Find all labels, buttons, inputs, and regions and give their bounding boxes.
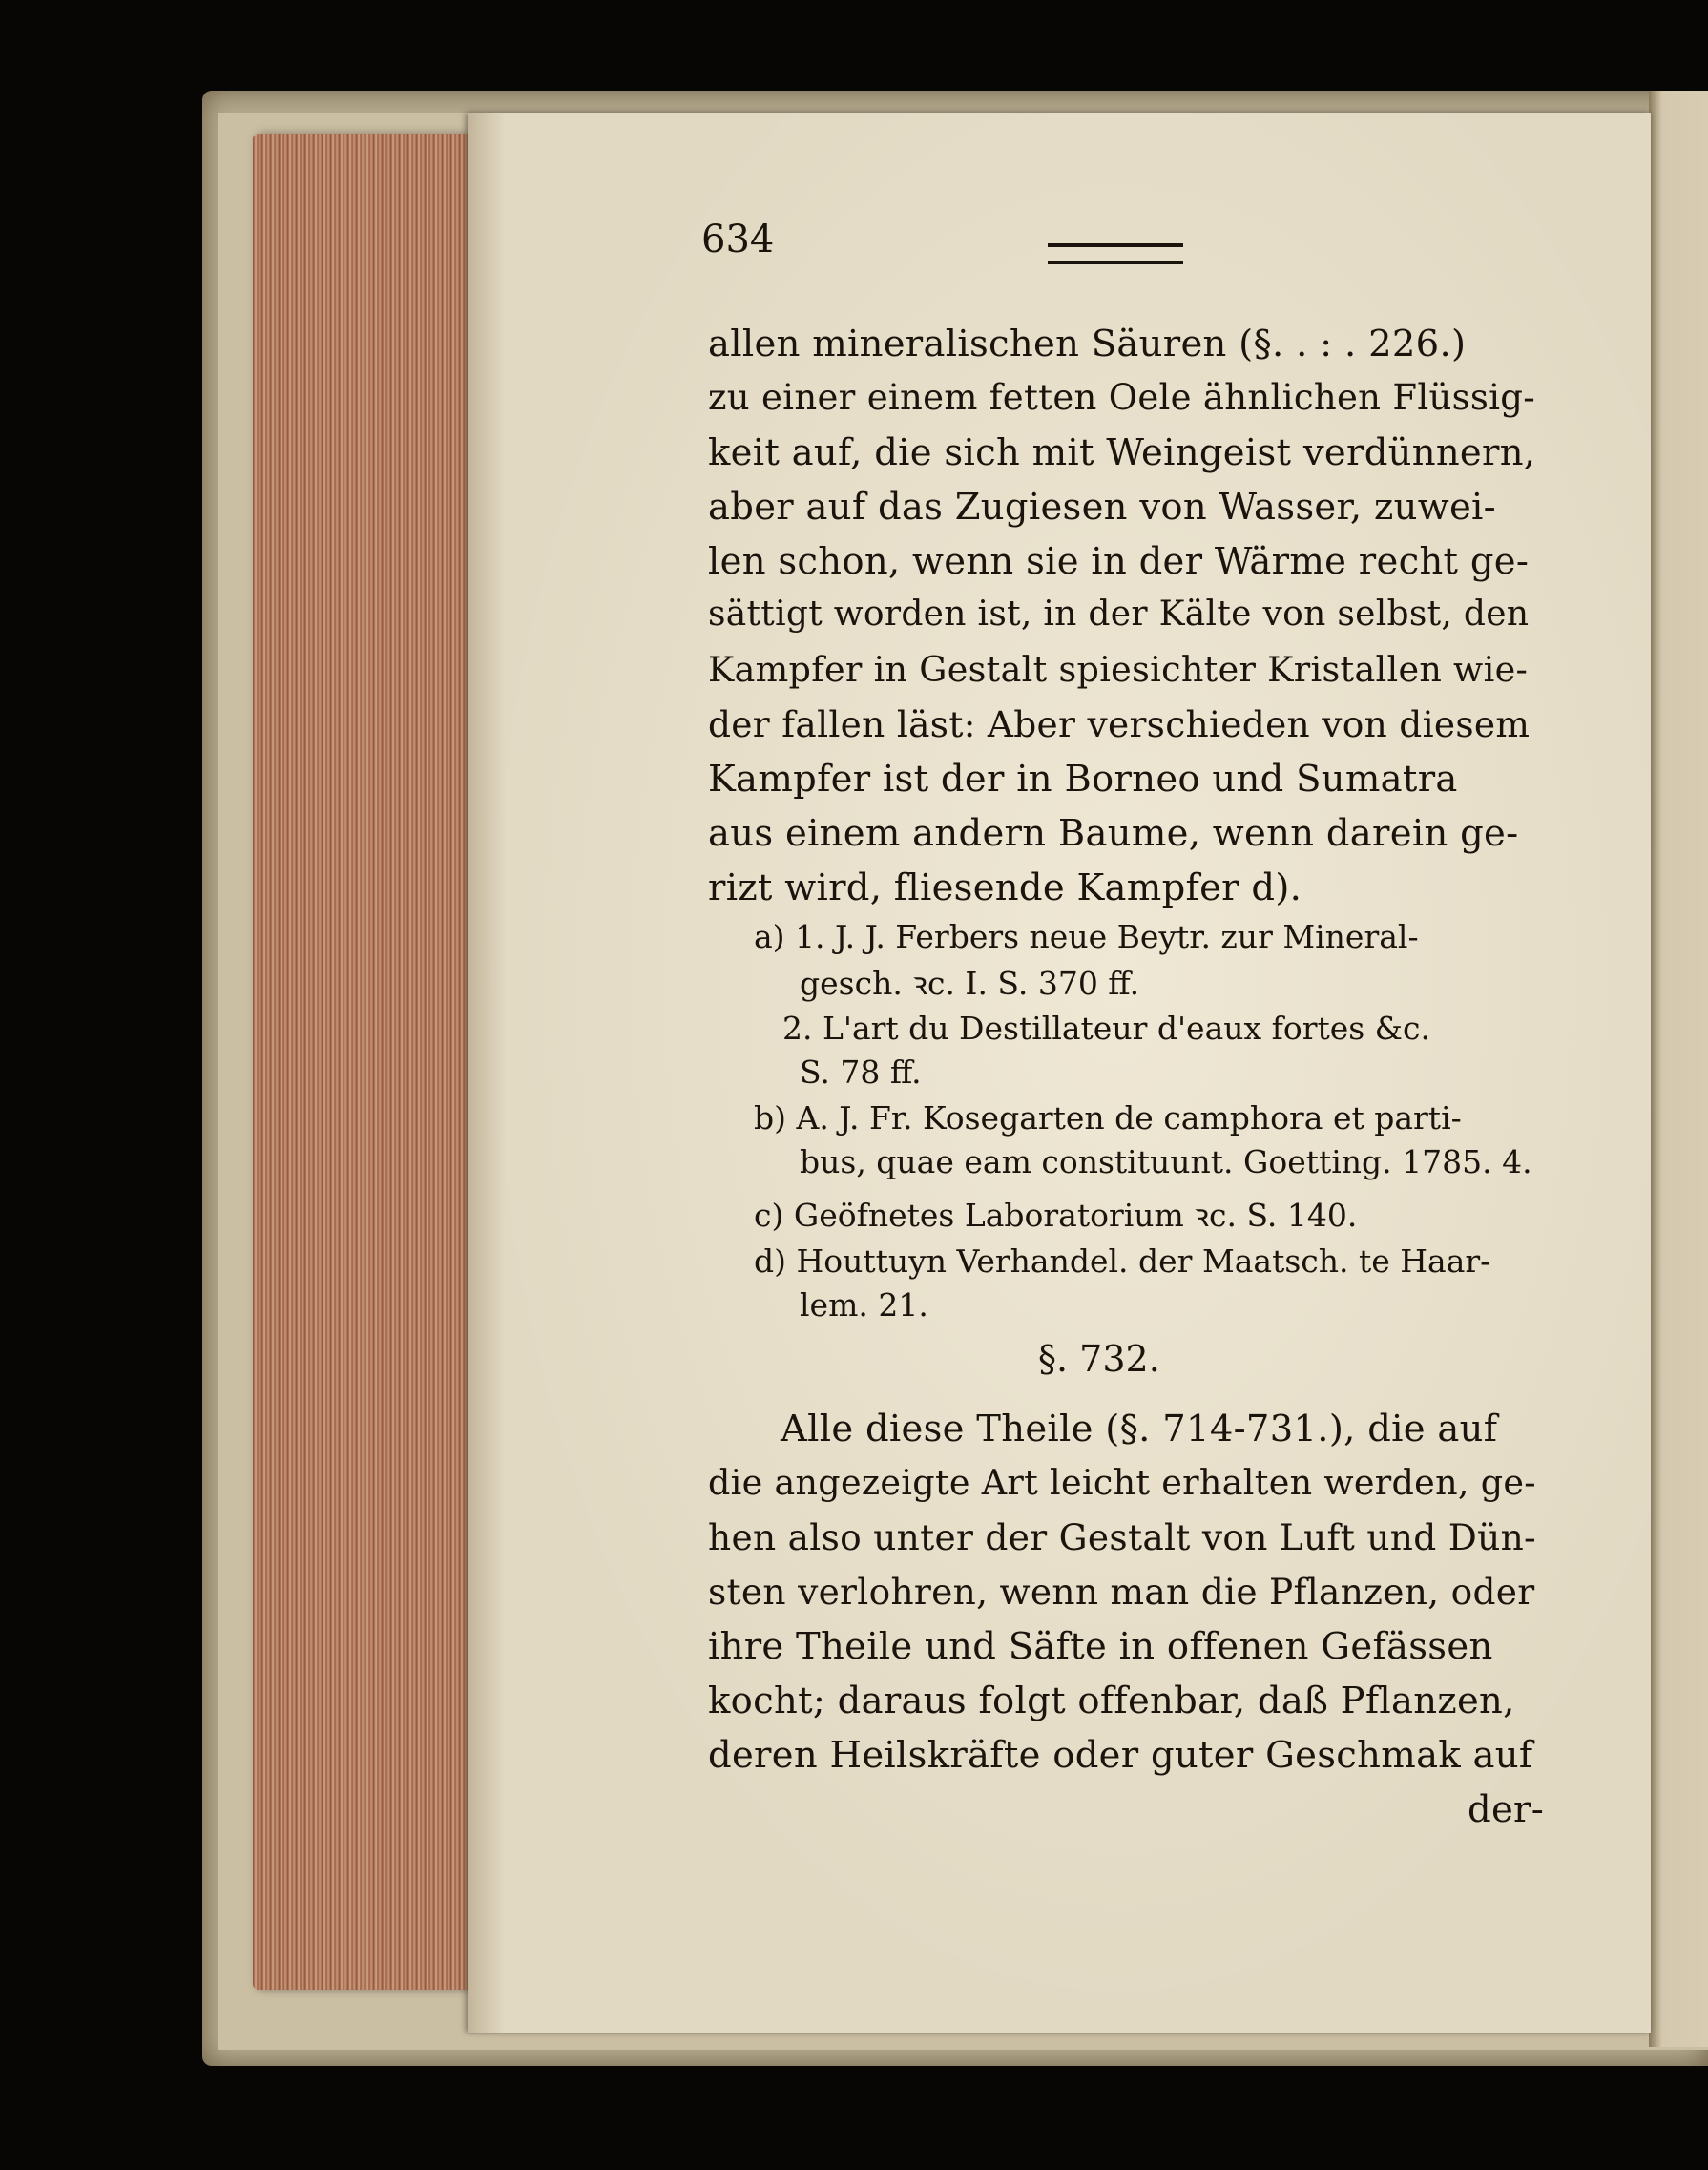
paragraph1-line: zu einer einem fetten Oele ähnlichen Flüssig- [708, 377, 1536, 418]
footnote-line: bus, quae eam constituunt. Goetting. 1785. 4. [800, 1143, 1532, 1180]
paragraph1-line: sättigt worden ist, in der Kälte von selbst, den [708, 595, 1530, 634]
paragraph1-line: Kampfer ist der in Borneo und Sumatra [708, 758, 1458, 801]
page-edges [253, 134, 468, 1990]
footnote-line: b) A. J. Fr. Kosegarten de camphora et parti- [754, 1099, 1462, 1137]
paragraph1-line: rizt wird, fliesende Kampfer d). [708, 866, 1302, 909]
paragraph2-line: deren Heilskräfte oder guter Geschmak auf [708, 1734, 1533, 1777]
paragraph1-line: der fallen läst: Aber verschieden von diesem [708, 703, 1531, 745]
page-number: 634 [701, 218, 775, 261]
paragraph1-line: aus einem andern Baume, wenn darein ge- [708, 812, 1519, 855]
footnote-line: a) 1. J. J. Ferbers neue Beytr. zur Mineral- [754, 918, 1419, 955]
catchword: der- [1468, 1788, 1545, 1831]
facing-page-edge [1649, 91, 1708, 2047]
paragraph1-line: aber auf das Zugiesen von Wasser, zuwei- [708, 486, 1496, 529]
footnote-line: c) Geöfnetes Laboratorium ꝛc. S. 140. [754, 1197, 1358, 1234]
paragraph1-line: len schon, wenn sie in der Wärme recht ge- [708, 540, 1530, 583]
paragraph2-line: Alle diese Theile (§. 714-731.), die auf [781, 1408, 1498, 1450]
paragraph1-line: Kampfer in Gestalt spiesichter Kristallen wie- [708, 649, 1529, 690]
paragraph2-line: kocht; daraus folgt offenbar, daß Pflanzen, [708, 1680, 1515, 1722]
header-rule [1048, 243, 1183, 264]
footnote-line: S. 78 ff. [800, 1054, 922, 1091]
paragraph2-line: sten verlohren, wenn man die Pflanzen, oder [708, 1571, 1535, 1613]
paragraph2-line: die angezeigte Art leicht erhalten werden, ge- [708, 1462, 1536, 1503]
section-heading: §. 732. [1038, 1338, 1160, 1380]
footnote-line: d) Houttuyn Verhandel. der Maatsch. te Haar- [754, 1242, 1491, 1280]
footnote-line: gesch. ꝛc. I. S. 370 ff. [800, 965, 1140, 1002]
paragraph1-line: keit auf, die sich mit Weingeist verdünnern, [708, 431, 1536, 474]
paragraph2-line: ihre Theile und Säfte in offenen Gefässen [708, 1625, 1493, 1668]
paragraph2-line: hen also unter der Gestalt von Luft und Dün- [708, 1516, 1536, 1558]
paragraph1-line: allen mineralischen Säuren (§. . : . 226.) [708, 323, 1467, 365]
footnote-line: lem. 21. [800, 1286, 928, 1324]
footnote-line: 2. L'art du Destillateur d'eaux fortes &c. [782, 1010, 1431, 1047]
